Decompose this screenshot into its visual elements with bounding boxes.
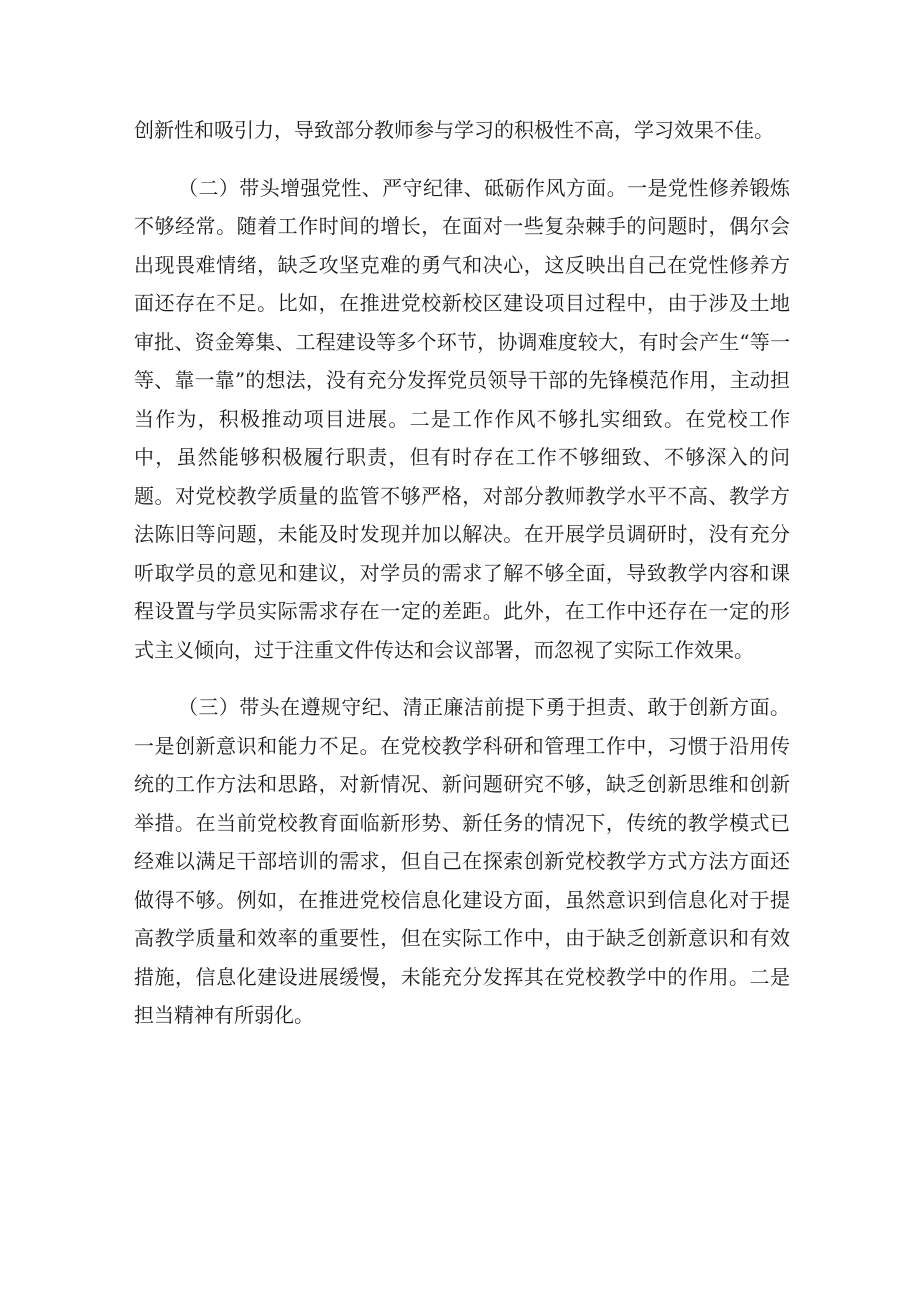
paragraph-section-two: （二）带头增强党性、严守纪律、砥砺作风方面。一是党性修养锻炼不够经常。随着工作时间的增长，在面对一些复杂棘手的问题时，偶尔会出现畏难情绪，缺乏攻坚克难的勇气和决心，这反映出自己在党性修养方面还存在不足。比如，在推进党校新校区建设项目过程中，由于涉及土地审批、资金筹集、工程建设等多个环节，协调难度较大，有时会产生“等一等、靠一靠”的想法，没有充分发挥党员领导干部的先锋模范作用，主动担当作为，积极推动项目进展。二是工作作风不够扎实细致。在党校工作中，虽然能够积极履行职责，但有时存在工作不够细致、不够深入的问题。对党校教学质量的监管不够严格，对部分教师教学水平不高、教学方法陈旧等问题，未能及时发现并加以解决。在开展学员调研时，没有充分听取学员的意见和建议，对学员的需求了解不够全面，导致教学内容和课程设置与学员实际需求存在一定的差距。此外，在工作中还存在一定的形式主义倾向，过于注重文件传达和会议部署，而忽视了实际工作效果。	[134, 175, 790, 662]
document-body	[134, 111, 790, 1035]
paragraph-section-three: （三）带头在遵规守纪、清正廉洁前提下勇于担责、敢于创新方面。一是创新意识和能力不足。在党校教学科研和管理工作中，习惯于沿用传统的工作方法和思路，对新情况、新问题研究不够，缺乏创新思维和创新举措。在当前党校教育面临新形势、新任务的情况下，传统的教学模式已经难以满足干部培训的需求，但自己在探索创新党校教学方式方法方面还做得不够。例如，在推进党校信息化建设方面，虽然意识到信息化对于提高教学质量和效率的重要性，但在实际工作中，由于缺乏创新意识和有效措施，信息化建设进展缓慢，未能充分发挥其在党校教学中的作用。二是担当精神有所弱化。	[134, 695, 790, 1027]
paragraph-continued: 创新性和吸引力，导致部分教师参与学习的积极性不高，学习效果不佳。	[134, 118, 774, 142]
